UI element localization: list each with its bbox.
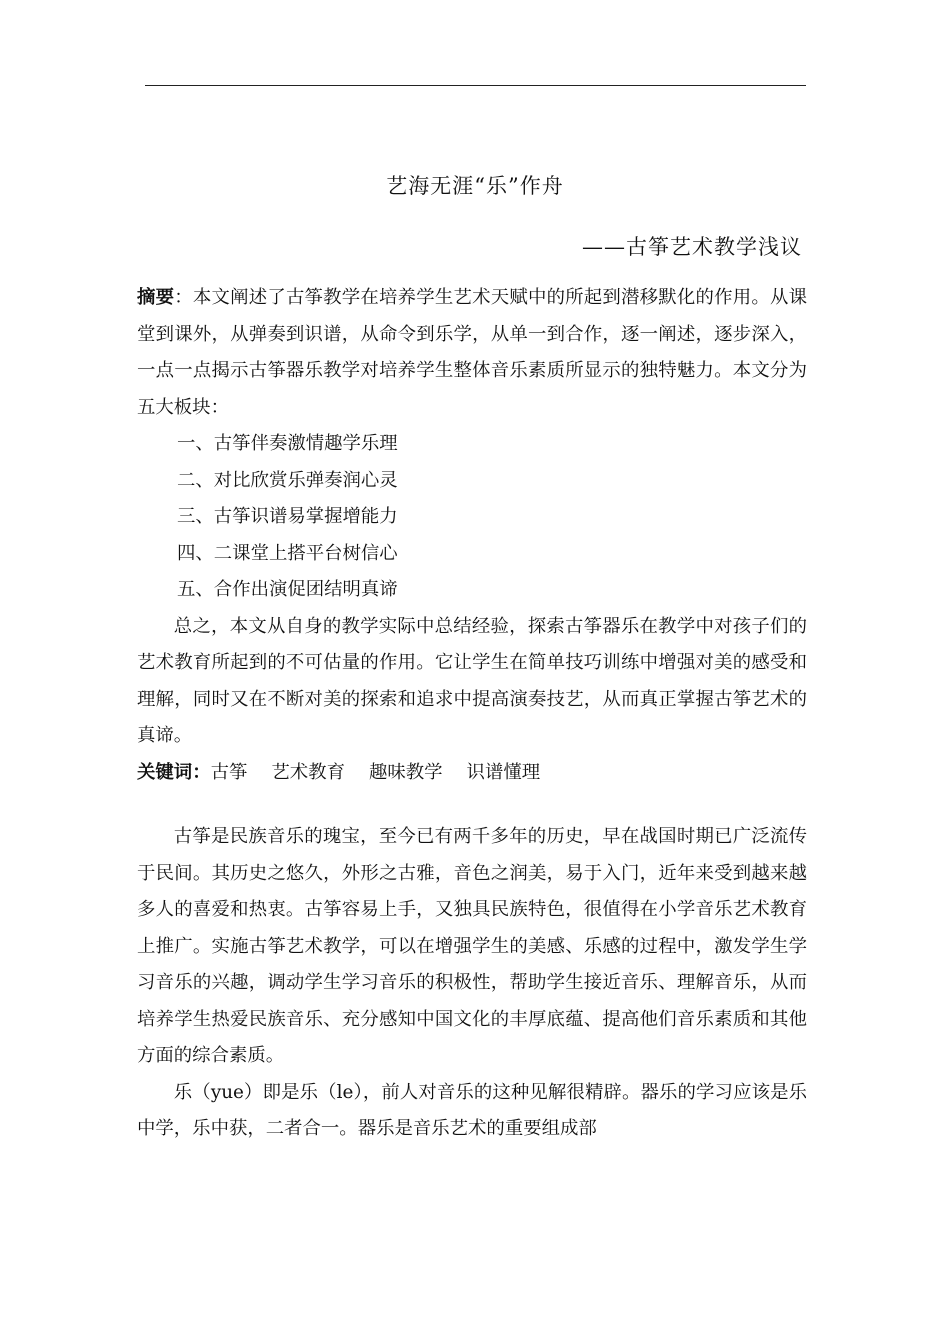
- keywords-label: 关键词: [137, 761, 193, 783]
- header-rule: [145, 85, 806, 86]
- abstract-label: 摘要: [137, 287, 175, 308]
- section-item-2: 二、对比欣赏乐弹奏润心灵: [177, 469, 398, 491]
- body-paragraph-1: 古筝是民族音乐的瑰宝，至今已有两千多年的历史，早在战国时期已广泛流传于民间。其历史之悠久，外形之古雅，音色之润美，易于入门，近年来受到越来越多人的喜爱和热衷。古筝容易上手，又独具民族特色，很值得在小学音乐艺术教育上推广。实施古筝艺术教学，可以在增强学生的美感、乐感的过程中，激发学生学习音乐的兴趣，调动学生学习音乐的积极性，帮助学生接近音乐、理解音乐，从而培养学生热爱民族音乐、充分感知中国文化的丰厚底蕴、提高他们音乐素质和其他方面的综合素质。: [137, 826, 807, 1066]
- summary-paragraph: 总之，本文从自身的教学实际中总结经验，探索古筝器乐在教学中对孩子们的艺术教育所起到的不可估量的作用。它让学生在简单技巧训练中增强对美的感受和理解，同时又在不断对美的探索和追求中提高演奏技艺，从而真正掌握古筝艺术的真谛。: [137, 615, 807, 746]
- paragraph-gap: [137, 791, 807, 819]
- section-item-3: 三、古筝识谱易掌握增能力: [177, 506, 398, 527]
- abstract-colon: ：: [174, 287, 193, 308]
- keyword-item: 趣味教学: [368, 761, 443, 783]
- keywords-colon: ：: [192, 761, 211, 783]
- document-body: [137, 280, 807, 1148]
- keyword-item: 艺术教育: [271, 761, 345, 783]
- document-subtitle: ——古筝艺术教学浅议: [582, 235, 802, 259]
- section-item-5: 五、合作出演促团结明真谛: [177, 579, 398, 600]
- keywords-line: [137, 755, 807, 792]
- keyword-item: 古筝: [210, 761, 248, 783]
- keyword-item: 识谱懂理: [466, 761, 541, 783]
- abstract-paragraph: [137, 280, 807, 426]
- document-title: 艺海无涯“乐”作舟: [386, 174, 564, 198]
- body-paragraph-2: 乐（yue）即是乐（le），前人对音乐的这种见解很精辟。器乐的学习应该是乐中学，乐中获，二者合一。器乐是音乐艺术的重要组成部: [137, 1081, 807, 1139]
- section-item-1: 一、古筝伴奏激情趣学乐理: [177, 433, 398, 454]
- abstract-text: 本文阐述了古筝教学在培养学生艺术天赋中的所起到潜移默化的作用。从课堂到课外，从弹奏到识谱，从命令到乐学，从单一到合作，逐一阐述，逐步深入，一点一点揭示古筝器乐教学对培养学生整体音乐素质所显示的独特魅力。本文分为五大板块：: [137, 287, 807, 418]
- section-item-4: 四、二课堂上搭平台树信心: [177, 542, 398, 564]
